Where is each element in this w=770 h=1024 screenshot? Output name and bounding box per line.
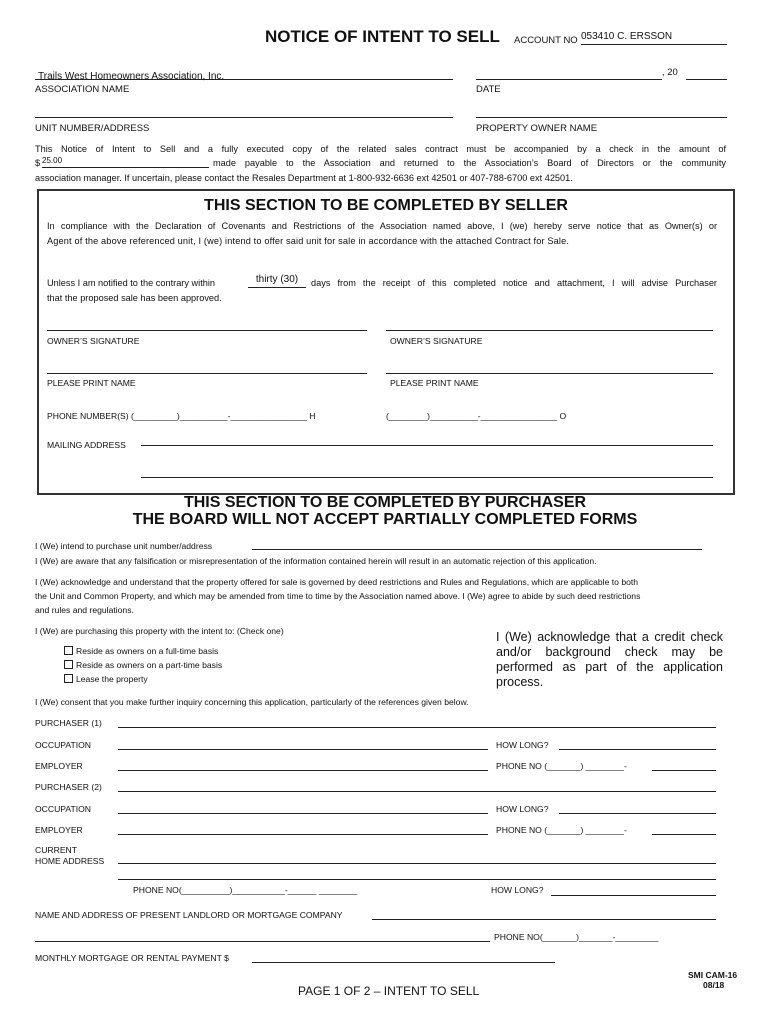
ack-line-3: and rules and regulations. [35,605,134,615]
phone-1-field[interactable] [652,759,716,771]
form-title: NOTICE OF INTENT TO SELL [265,27,500,46]
landlord-label: NAME AND ADDRESS OF PRESENT LANDLORD OR MORTGAGE COMPANY [35,910,343,920]
credit-line-3: performed as part of the application [496,660,723,674]
purchaser-1-label: PURCHASER (1) [35,718,102,728]
option-lease[interactable] [64,674,148,684]
howlong-2-label: HOW LONG? [496,804,549,814]
home-address-label: HOME ADDRESS [35,856,105,866]
option-part-time[interactable] [64,660,222,670]
home-howlong-label: HOW LONG? [491,885,544,895]
intend-unit-field[interactable] [252,538,702,550]
phone-1-label[interactable]: PHONE NO (_______) ________- [496,761,627,771]
seller-p1-line2: Agent of the above referenced unit, I (we) intend to offer said unit for sale in accordance with the attached Contract for Sale. [47,236,570,246]
print-name-1-label: PLEASE PRINT NAME [47,378,136,388]
owner-signature-2-field[interactable] [386,318,713,331]
ack-line-1: I (We) acknowledge and understand that the property offered for sale is governed by deed restrictions and Rules and Regulations, which are applicable to both [35,577,639,587]
account-field[interactable] [581,31,727,45]
notice-days-value: thirty (30) [255,274,299,285]
purchaser-2-label: PURCHASER (2) [35,782,102,792]
page-number: PAGE 1 OF 2 – INTENT TO SELL [298,984,480,998]
seller-p2-post: days from the receipt of this completed notice and attachment, I will advise Purchaser [311,278,717,288]
seller-phone-office[interactable]: (________)__________-________________ O [386,411,567,421]
seller-p1-line1: In compliance with the Declaration of Covenants and Restrictions of the Association named above, I (we) hereby serve notice that as Owner(s) or [47,221,717,231]
date-field[interactable] [476,66,662,80]
credit-line-2: and/or background check may be [496,645,723,659]
landlord-field-2[interactable] [35,930,490,942]
check-amount-value: 25.00 [42,156,63,165]
mortgage-label: MONTHLY MORTGAGE OR RENTAL PAYMENT $ [35,953,229,963]
form-code: SMI CAM-16 [688,970,738,980]
property-owner-field[interactable] [476,105,727,118]
intro-line-2: made payable to the Association and returned to the Association’s Board of Directors or the community [213,158,726,168]
option-lease-label: Lease the property [76,674,148,684]
consent-text: I (We) consent that you make further inquiry concerning this application, particularly of the references given below. [35,697,469,707]
purchaser-2-field[interactable] [118,780,716,792]
date-year-field[interactable] [686,66,727,80]
employer-2-field[interactable] [118,823,488,835]
option-full-time-label: Reside as owners on a full-time basis [76,646,219,656]
purchaser-1-field[interactable] [118,716,716,728]
print-name-2-field[interactable] [386,361,713,374]
employer-2-label: EMPLOYER [35,825,83,835]
intro-amount-row [35,156,726,171]
howlong-1-label: HOW LONG? [496,740,549,750]
seller-heading: THIS SECTION TO BE COMPLETED BY SELLER [204,197,568,214]
print-name-1-field[interactable] [47,361,367,374]
account-label: ACCOUNT NO [514,35,578,46]
home-address-field-2[interactable] [118,868,716,880]
landlord-field-1[interactable] [372,908,716,920]
date-label: DATE [476,84,501,95]
mailing-address-field-2[interactable] [141,465,713,478]
form-date: 08/18 [703,980,725,990]
print-name-2-label: PLEASE PRINT NAME [390,378,479,388]
association-value: Trails West Homeowners Association, Inc. [38,71,225,82]
seller-p2-line2: that the proposed sale has been approved. [47,293,222,303]
option-part-time-label: Reside as owners on a part-time basis [76,660,223,670]
ack-line-2: the Unit and Common Property, and which may be amended from time to time by the Association named above. I (We) agree to abide by such deed restrictions [35,591,641,601]
mailing-address-label: MAILING ADDRESS [47,440,126,450]
intro-line-1: This Notice of Intent to Sell and a fully executed copy of the related sales contract must be accompanied by a check in the amount of [35,144,726,154]
option-full-time[interactable] [64,646,218,656]
account-value: 053410 C. ERSSON [581,31,673,42]
occupation-2-field[interactable] [118,802,488,814]
home-howlong-field[interactable] [551,884,716,896]
howlong-1-field[interactable] [559,738,716,750]
checkbox-icon[interactable] [64,660,73,669]
property-owner-label: PROPERTY OWNER NAME [476,123,598,134]
home-address-field-1[interactable] [118,852,716,864]
seller-p2-pre: Unless I am notified to the contrary within [47,278,216,288]
purchaser-heading: THIS SECTION TO BE COMPLETED BY PURCHASER [183,494,587,511]
intent-check-label: I (We) are purchasing this property with the intent to: (Check one) [35,626,284,636]
association-label: ASSOCIATION NAME [35,84,130,95]
check-amount-field[interactable] [42,156,209,168]
aware-text: I (We) are aware that any falsification or misrepresentation of the information contained herein will result in an automatic rejection of this application. [35,556,597,566]
mortgage-field[interactable] [252,951,555,963]
date-year-label: , 20 [662,67,678,78]
association-field[interactable] [35,66,453,80]
landlord-phone-label[interactable]: PHONE NO(_______)_______-_________ [494,932,659,942]
unit-address-label: UNIT NUMBER/ADDRESS [35,123,150,134]
mailing-address-field-1[interactable] [141,433,713,446]
occupation-1-label: OCCUPATION [35,740,92,750]
credit-line-1: I (We) acknowledge that a credit check [496,630,723,644]
occupation-1-field[interactable] [118,738,488,750]
occupation-2-label: OCCUPATION [35,804,92,814]
intend-label: I (We) intend to purchase unit number/address [35,541,213,551]
home-phone-label[interactable]: PHONE NO(__________)___________-______ ________ [133,885,358,895]
seller-days-row [47,274,717,290]
checkbox-icon[interactable] [64,646,73,655]
unit-address-field[interactable] [35,105,453,118]
purchaser-heading-2: THE BOARD WILL NOT ACCEPT PARTIALLY COMPLETED FORMS [132,511,638,528]
dollar-sign: $ [35,158,41,168]
checkbox-icon[interactable] [64,674,73,683]
intro-line-3: association manager. If uncertain, please contact the Resales Department at 1-800-932-6636 ext 42501 or 407-788-6700 ext 42501. [35,173,573,183]
current-label: CURRENT [35,845,78,855]
employer-1-label: EMPLOYER [35,761,83,771]
phone-2-field[interactable] [652,823,716,835]
notice-days-field[interactable] [248,274,306,288]
phone-2-label[interactable]: PHONE NO (_______) ________- [496,825,627,835]
credit-line-4: process. [496,675,544,689]
owner-signature-1-label: OWNER’S SIGNATURE [47,336,140,346]
employer-1-field[interactable] [118,759,488,771]
howlong-2-field[interactable] [559,802,716,814]
owner-signature-2-label: OWNER’S SIGNATURE [390,336,483,346]
owner-signature-1-field[interactable] [47,318,367,331]
seller-phone-home[interactable]: PHONE NUMBER(S) (_________)__________-________________ H [47,411,316,421]
